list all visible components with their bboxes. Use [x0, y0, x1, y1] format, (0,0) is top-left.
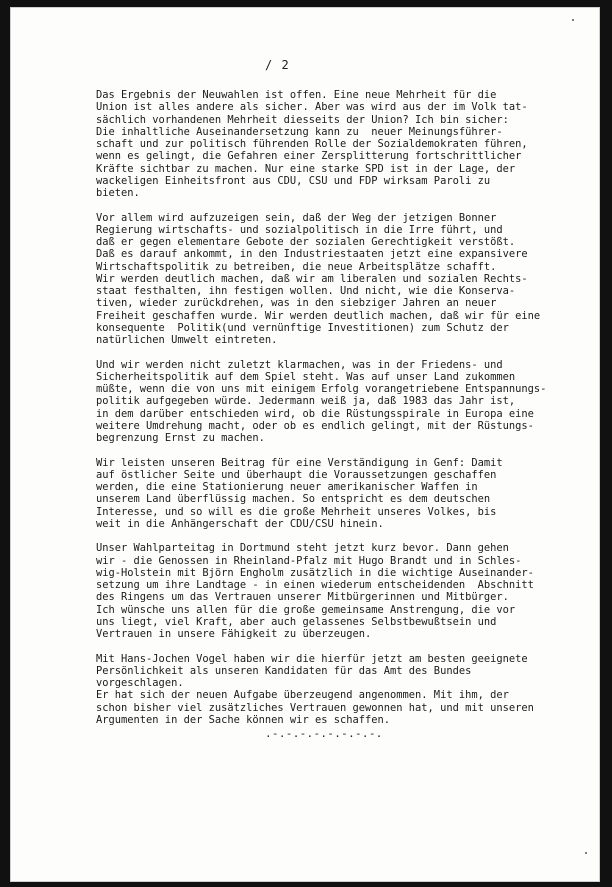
paragraph-1 — [96, 89, 588, 199]
text-line: Sicherheitspolitik auf dem Spiel steht. Was auf unser Land zukommen — [96, 370, 516, 383]
text-line: Ich wünsche uns allen für die große gemeinsame Anstrengung, die vor — [96, 603, 516, 616]
closing-mark: .-.-.-.-.-.-.-.-. — [265, 727, 383, 740]
text-line: unserem Land überflüssig machen. So entspricht es dem deutschen — [96, 493, 491, 506]
text-line: wenn es gelingt, die Gefahren einer Zersplitterung fortschrittlicher — [96, 150, 522, 163]
text-line: müßte, wenn die von uns mit einigem Erfolg vorangetriebene Entspannungs- — [96, 383, 547, 396]
paragraph-2 — [96, 212, 588, 347]
scan-speck — [585, 852, 587, 854]
text-line: uns liegt, viel Kraft, aber auch gelassenes Selbstbewußtsein und — [96, 615, 497, 628]
document-page — [10, 7, 600, 882]
text-line: sächlich vorhandenen Mehrheit diesseits der Union? Ich bin sicher: — [96, 113, 509, 126]
text-line: Wirtschaftspolitik zu betreiben, die neue Arbeitsplätze schafft. — [96, 260, 497, 273]
text-line: Freiheit geschaffen wurde. Wir werden deutlich machen, daß wir für eine — [96, 309, 541, 322]
text-line: Persönlichkeit als unseren Kandidaten für das Amt des Bundes — [96, 664, 472, 677]
text-line: tiven, wieder zurückdrehen, was in den siebziger Jahren an neuer — [96, 297, 497, 310]
text-line: des Ringens um das Vertrauen unserer Mitbürgerinnen und Mitbürger. — [96, 591, 509, 604]
text-line: Kräfte sichtbar zu machen. Nur eine starke SPD ist in der Lage, der — [96, 162, 516, 175]
text-line: Daß es darauf ankommt, in den Industriestaaten jetzt eine expansivere — [96, 248, 528, 261]
text-line: daß er gegen elementare Gebote der sozialen Gerechtigkeit verstößt. — [96, 236, 516, 249]
text-line: weitere Umdrehung macht, oder ob es endlich gelingt, mit der Rüstungs- — [96, 419, 534, 432]
text-line: Er hat sich der neuen Aufgabe überzeugend angenommen. Mit ihm, der — [96, 689, 509, 702]
text-line: weit in die Anhängerschaft der CDU/CSU hinein. — [96, 517, 384, 530]
text-line: Argumenten in der Sache können wir es schaffen. — [96, 713, 391, 726]
text-line: Wir werden deutlich machen, daß wir am liberalen und sozialen Rechts- — [96, 272, 528, 285]
text-line: setzung um ihre Landtage - in einen wiederum entscheidenden Abschnitt — [96, 579, 534, 592]
paragraph-5 — [96, 542, 588, 640]
text-line: Vor allem wird aufzuzeigen sein, daß der Weg der jetzigen Bonner — [96, 211, 497, 224]
text-line: Interesse, und so will es die große Mehrheit unseres Volkes, bis — [96, 505, 497, 518]
letter-body — [96, 89, 588, 739]
text-line: auf östlicher Seite und überhaupt die Voraussetzungen geschaffen — [96, 468, 497, 481]
text-line: schaft und zur politisch führenden Rolle der Sozialdemokraten führen, — [96, 138, 528, 150]
text-line: Wir leisten unseren Beitrag für eine Verständigung in Genf: Damit — [96, 456, 503, 469]
text-line: in dem darüber entschieden wird, ob die Rüstungsspirale in Europa eine — [96, 407, 534, 420]
text-line: wig-Holstein mit Björn Engholm zusätzlich in die wichtige Auseinander- — [96, 566, 534, 579]
text-line: bieten. — [96, 187, 140, 199]
text-line: vorgeschlagen. — [96, 677, 184, 690]
paragraph-6 — [96, 653, 588, 727]
text-line: begrenzung Ernst zu machen. — [96, 432, 265, 445]
page-number: / 2 — [265, 58, 290, 72]
text-line: schon bisher viel zusätzliches Vertrauen gewonnen hat, und mit unseren — [96, 701, 534, 714]
text-line: natürlichen Umwelt eintreten. — [96, 334, 278, 347]
text-line: werden, die eine Stationierung neuer amerikanischer Waffen in — [96, 481, 478, 494]
text-line: wir - die Genossen in Rheinland-Pfalz mit Hugo Brandt und in Schles- — [96, 554, 522, 567]
text-line: Mit Hans-Jochen Vogel haben wir die hierfür jetzt am besten geeignete — [96, 652, 528, 665]
scan-speck — [572, 19, 574, 21]
text-line: wackeligen Einheitsfront aus CDU, CSU und FDP wirksam Paroli zu — [96, 174, 491, 187]
text-line: konsequente Politik(und vernünftige Investitionen) zum Schutz der — [96, 321, 509, 334]
text-line: Unser Wahlparteitag in Dortmund steht jetzt kurz bevor. Dann gehen — [96, 542, 509, 555]
text-line: Und wir werden nicht zuletzt klarmachen, was in der Friedens- und — [96, 358, 503, 371]
paragraph-4 — [96, 457, 588, 531]
paragraph-3 — [96, 359, 588, 445]
text-line: Vertrauen in unsere Fähigkeit zu überzeugen. — [96, 628, 372, 641]
text-line: Regierung wirtschafts- und sozialpolitisch in die Irre führt, und — [96, 223, 503, 236]
text-line: Das Ergebnis der Neuwahlen ist offen. Eine neue Mehrheit für die — [96, 89, 497, 101]
text-line: Union ist alles andere als sicher. Aber was wird aus der im Volk tat- — [96, 101, 528, 114]
text-line: politik aufgegeben würde. Jedermann weiß ja, daß 1983 das Jahr ist, — [96, 395, 516, 408]
text-line: staat festhalten, ihn festigen wollen. Und nicht, wie die Konserva- — [96, 285, 516, 298]
text-line: Die inhaltliche Auseinandersetzung kann zu neuer Meinungsführer- — [96, 125, 503, 138]
